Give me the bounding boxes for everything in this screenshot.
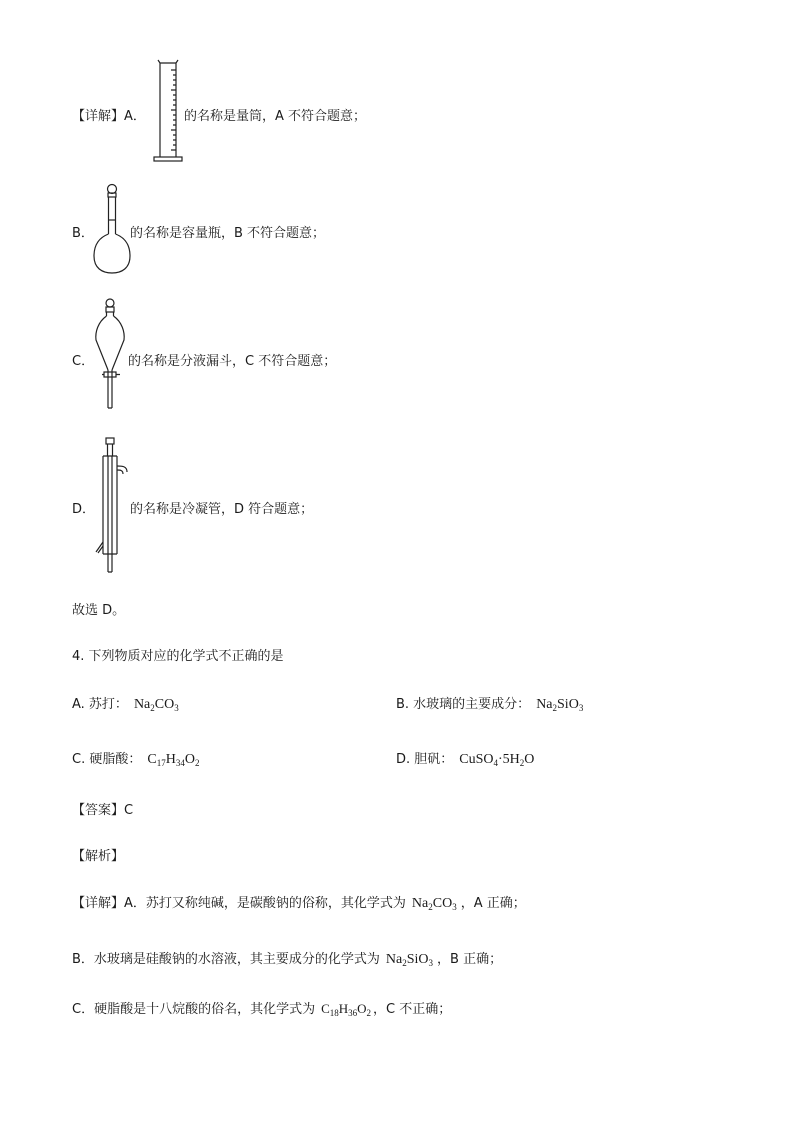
explanation-c-formula: $C_{18}H_{36}O_2$ bbox=[321, 1001, 372, 1018]
option-c bbox=[72, 748, 199, 768]
answer-value: C bbox=[124, 803, 134, 818]
analysis-tag: 【解析】 bbox=[72, 849, 125, 864]
explanation-b-formula: $Na_2SiO_3$ bbox=[385, 952, 434, 968]
option-a-label: A. 苏打： bbox=[72, 697, 128, 712]
conclusion-text: 故选 D。 bbox=[72, 603, 126, 618]
explanation-a-formula: $Na_2CO_3$ bbox=[411, 896, 457, 912]
option-b-label: B. 水玻璃的主要成分： bbox=[396, 697, 531, 712]
detail-c-prefix: C． bbox=[72, 354, 95, 369]
option-d bbox=[396, 748, 534, 768]
detail-a-caption: 的名称是量筒，A 不符合题意； bbox=[184, 109, 367, 124]
detail-a-prefix: 【详解】A． bbox=[72, 109, 146, 124]
explanation-line-b bbox=[72, 948, 502, 968]
detail-d-prefix: D． bbox=[72, 502, 96, 517]
option-c-formula: $C_{17}H_{34}O_2$ bbox=[147, 752, 200, 768]
detail-c-caption: 的名称是分液漏斗，C 不符合题意； bbox=[128, 354, 337, 369]
explanation-a-text: 【详解】A．苏打又称纯碱，是碳酸钠的俗称，其化学式为 bbox=[72, 896, 406, 911]
explanation-b-text: B．水玻璃是硅酸钠的水溶液，其主要成分的化学式为 bbox=[72, 952, 380, 967]
detail-d-caption: 的名称是冷凝管，D 符合题意； bbox=[130, 502, 314, 517]
explanation-line-a bbox=[72, 892, 526, 912]
explanation-c-text: C．硬脂酸是十八烷酸的俗名，其化学式为 bbox=[72, 1002, 316, 1017]
condenser-icon bbox=[92, 436, 132, 576]
detail-b-prefix: B． bbox=[72, 226, 94, 241]
option-b bbox=[396, 693, 583, 713]
explanation-c-suffix: ，C 不正确； bbox=[373, 1002, 452, 1017]
option-d-label: D. 胆矾： bbox=[396, 752, 454, 767]
explanation-line-c bbox=[72, 998, 451, 1017]
explanation-a-suffix: ，A 正确； bbox=[460, 896, 526, 911]
option-d-formula: $CuSO_4\cdot 5H_2O$ bbox=[459, 752, 535, 768]
option-a-formula: $Na_2CO_3$ bbox=[133, 697, 179, 713]
detail-b-caption: 的名称是容量瓶，B 不符合题意； bbox=[130, 226, 326, 241]
option-b-formula: $Na_2SiO_3$ bbox=[536, 697, 584, 713]
question-stem: 4. 下列物质对应的化学式不正确的是 bbox=[72, 649, 284, 664]
option-a bbox=[72, 693, 179, 713]
option-c-label: C. 硬脂酸： bbox=[72, 752, 142, 767]
volumetric-flask-icon bbox=[92, 182, 132, 277]
answer-line bbox=[72, 799, 133, 818]
answer-tag: 【答案】 bbox=[72, 803, 125, 818]
explanation-b-suffix: ，B 正确； bbox=[437, 952, 503, 967]
